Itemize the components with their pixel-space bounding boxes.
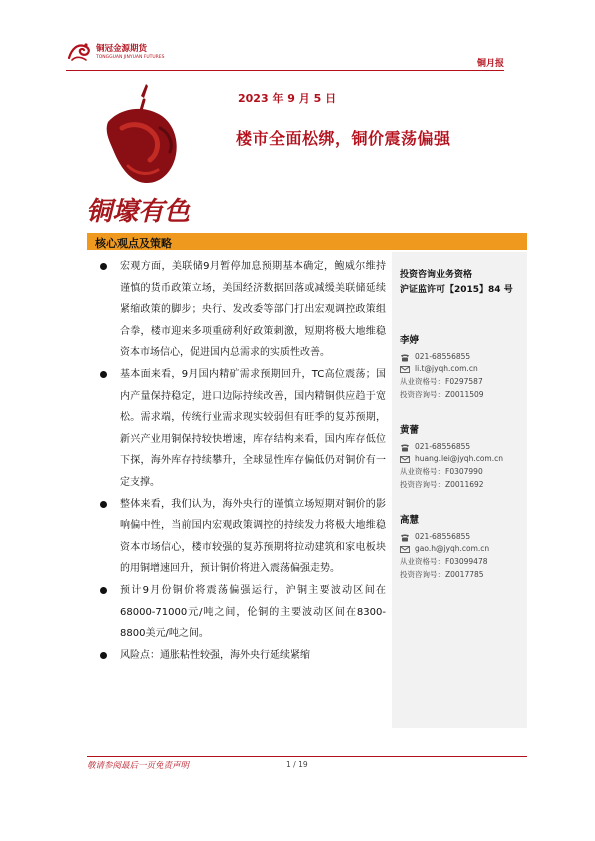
bullet-dot-icon xyxy=(100,501,107,508)
analyst-email[interactable]: li.t@jyqh.com.cn xyxy=(415,364,478,373)
analyst-license-number: 从业资格号：F0307990 xyxy=(400,467,483,476)
bullet-item xyxy=(98,645,386,667)
analyst-email[interactable]: gao.h@jyqh.com.cn xyxy=(415,544,490,553)
analyst-phone: 021-68556855 xyxy=(415,532,471,541)
bullet-text: 预计9月份铜价将震荡偏强运行，沪铜主要波动区间在68000-71000元/吨之间，伦铜的主要波动区间在8300-8800美元/吨之间。 xyxy=(120,584,386,640)
email-icon xyxy=(400,545,410,554)
email-row xyxy=(400,543,525,555)
qualification-line: 投资咨询业务资格 xyxy=(400,270,473,280)
page-number: 1 / 19 xyxy=(286,760,308,769)
header-divider xyxy=(66,70,504,71)
dragon-logo-icon xyxy=(66,40,94,64)
license-line: 沪证监许可【2015】84 号 xyxy=(400,285,513,295)
logo-text xyxy=(96,44,165,61)
analyst-phone: 021-68556855 xyxy=(415,352,471,361)
analyst-license-number: 从业资格号：F03099478 xyxy=(400,557,488,566)
company-name-cn: 铜冠金源期货 xyxy=(96,43,148,54)
phone-icon xyxy=(400,353,410,362)
analyst-phone: 021-68556855 xyxy=(415,442,471,451)
phone-row xyxy=(400,351,525,363)
analyst-license-number: 从业资格号：F0297587 xyxy=(400,377,483,386)
brand-script-text: 铜壕有色 xyxy=(86,197,191,227)
report-date: 2023 年 9 月 5 日 xyxy=(238,92,337,105)
email-row xyxy=(400,453,525,465)
phone-icon xyxy=(400,443,410,452)
analyst-name: 高慧 xyxy=(400,515,420,526)
bullet-dot-icon xyxy=(100,587,107,594)
section-header-bar xyxy=(87,233,527,250)
company-name-en: TONGGUAN JINYUAN FUTURES xyxy=(96,54,165,60)
analyst-advisory-number: 投资咨询号：Z0017785 xyxy=(400,570,484,579)
analyst-advisory-number: 投资咨询号：Z0011509 xyxy=(400,390,484,399)
page-header xyxy=(66,40,504,70)
analyst-advisory-number: 投资咨询号：Z0011692 xyxy=(400,480,484,489)
footer-divider xyxy=(87,756,527,757)
analyst-email[interactable]: huang.lei@jyqh.com.cn xyxy=(415,454,503,463)
bullet-item xyxy=(98,364,386,494)
key-points-list xyxy=(98,256,386,666)
phone-icon xyxy=(400,533,410,542)
bullet-text: 宏观方面，美联储9月暂停加息预期基本确定，鲍威尔维持谨慎的货币政策立场，美国经济数据回落或减缓美联储延续紧缩政策的脚步；央行、发改委等部门打出宏观调控政策组合拳，楼市迎来多项重磅利好政策刺激，短期将极大地维稳资本市场信心，促进国内总需求的实质性改善。 xyxy=(120,261,386,359)
analyst-card xyxy=(400,424,525,491)
section-title: 核心观点及策略 xyxy=(95,237,172,250)
report-type-label: 铜月报 xyxy=(476,59,504,69)
analyst-name: 黄蕾 xyxy=(400,425,420,436)
analyst-card xyxy=(400,334,525,401)
disclaimer-note: 敬请参阅最后一页免责声明 xyxy=(87,761,190,771)
analyst-sidebar xyxy=(392,252,527,728)
bullet-text: 整体来看，我们认为，海外央行的谨慎立场短期对铜价的影响偏中性，当前国内宏观政策调控的持续发力将极大地维稳资本市场信心，楼市较强的复苏预期将拉动建筑和家电板块的用铜增速回升，预计铜价将进入震荡偏强走势。 xyxy=(120,498,386,575)
report-title: 楼市全面松绑，铜价震荡偏强 xyxy=(236,129,451,148)
analyst-card xyxy=(400,514,525,581)
bullet-text: 基本面来看，9月国内精矿需求预期回升，TC高位震荡；国内产量保持稳定，进口边际持续改善，国内精铜供应趋于宽松。需求端，传统行业需求现实较弱但有旺季的复苏预期，新兴产业用铜保持较快增速，库存结构来看，国内库存低位下探，海外库存持续攀升，全球显性库存偏低仍对铜价有一定支撑。 xyxy=(120,368,386,488)
phone-row xyxy=(400,531,525,543)
bullet-dot-icon xyxy=(100,371,107,378)
email-icon xyxy=(400,365,410,374)
bullet-item xyxy=(98,494,386,580)
bullet-dot-icon xyxy=(100,263,107,270)
bullet-text: 风险点：通胀粘性较强，海外央行延续紧缩 xyxy=(120,649,310,661)
brush-art-brand-graphic xyxy=(84,82,224,232)
bullet-item xyxy=(98,580,386,645)
analyst-name: 李婷 xyxy=(400,335,420,346)
company-logo xyxy=(66,40,165,64)
bullet-item xyxy=(98,256,386,364)
phone-row xyxy=(400,441,525,453)
qualification-block xyxy=(400,268,525,298)
bullet-dot-icon xyxy=(100,652,107,659)
email-icon xyxy=(400,455,410,464)
email-row xyxy=(400,363,525,375)
